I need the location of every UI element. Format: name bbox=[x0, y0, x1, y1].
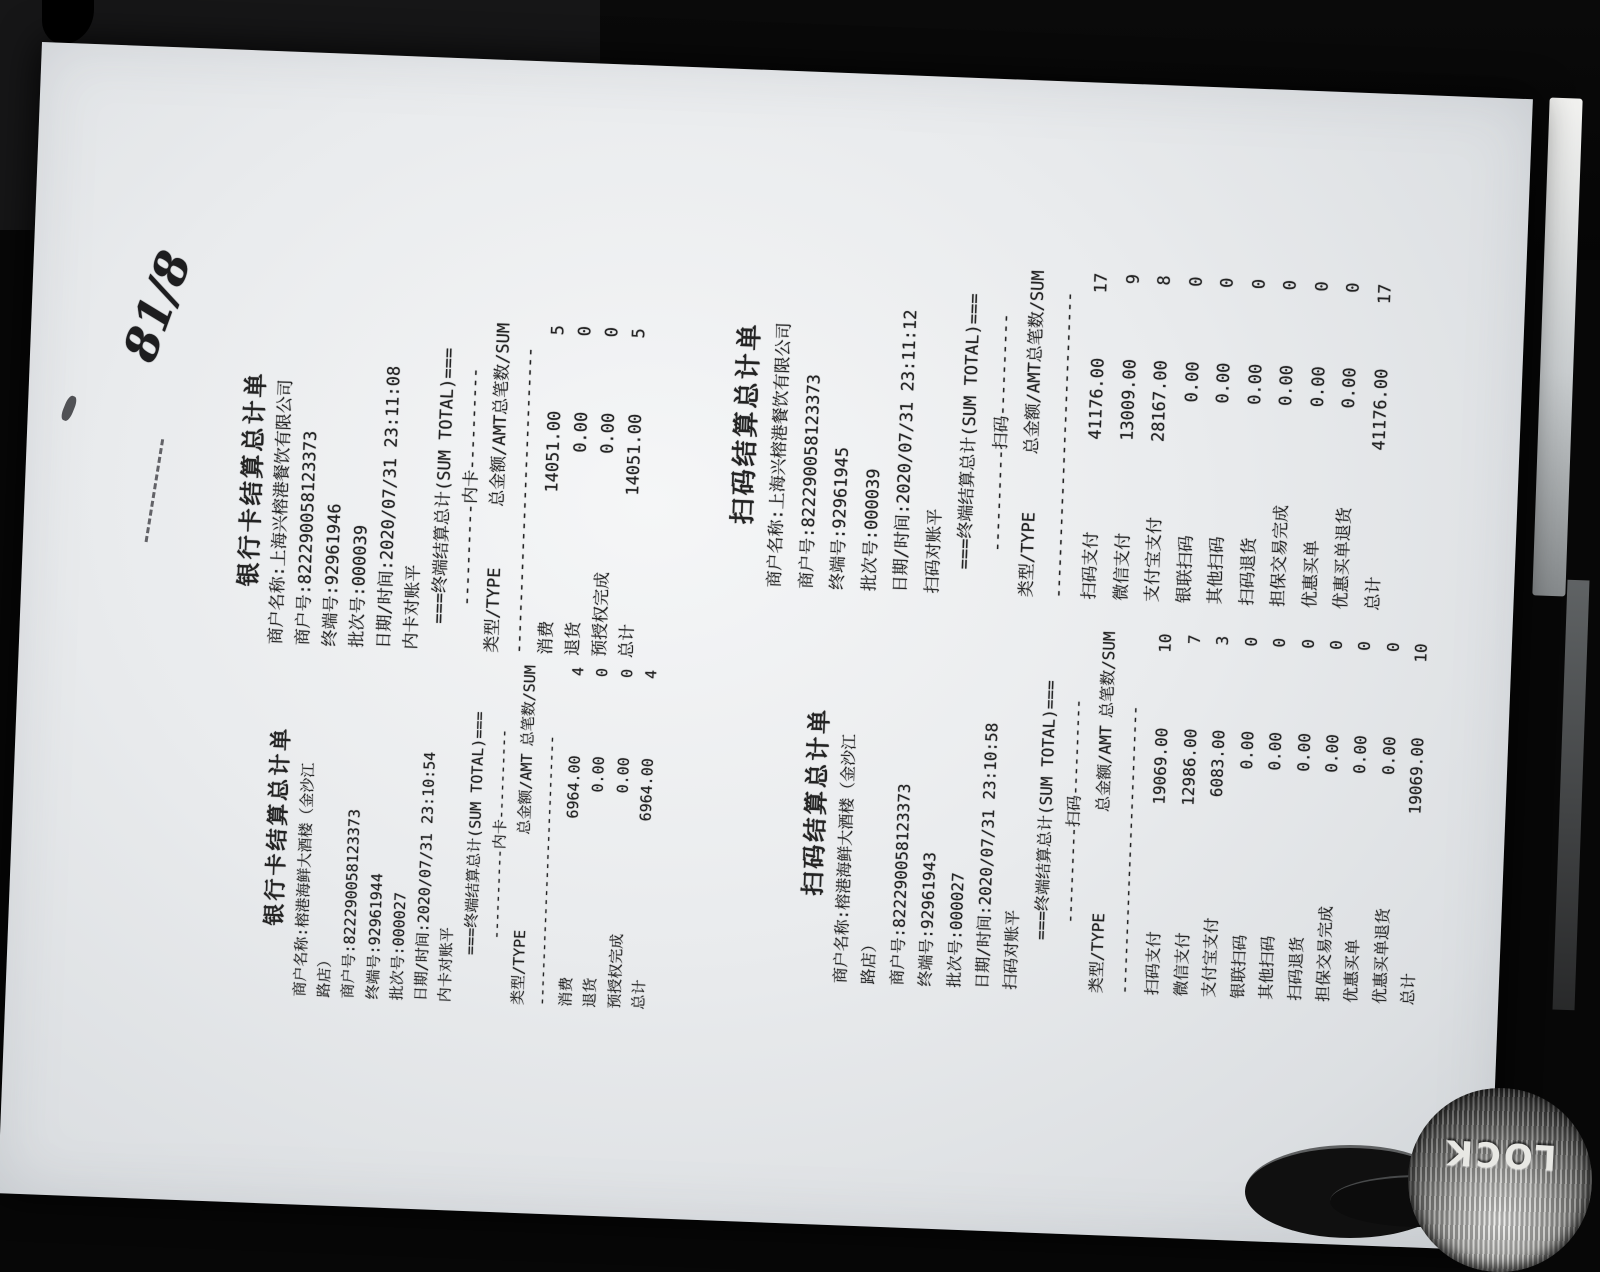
sum-total-line: ===终端结算总计(SUM TOTAL)=== bbox=[1031, 679, 1061, 941]
divider-line: ------------------------------ bbox=[1047, 291, 1080, 599]
row-type: 优惠买单退货 bbox=[1369, 907, 1393, 1005]
row-amount: 6964.00 bbox=[563, 755, 585, 819]
row-amount: 0.00 bbox=[597, 412, 620, 455]
row-type: 银联扫码 bbox=[1173, 534, 1197, 604]
merchant-name-line2: 路店） bbox=[858, 936, 880, 985]
receipt-bankcard-xingrong bbox=[229, 313, 658, 659]
section-line: ----------内卡---------- bbox=[456, 367, 486, 607]
row-count: 5 bbox=[629, 327, 650, 339]
row-type: 消费 bbox=[556, 976, 576, 1008]
receipt-bankcard-jinshajiang bbox=[258, 655, 665, 1010]
row-amount: 19069.00 bbox=[1150, 727, 1172, 805]
row-count: 0 bbox=[1311, 280, 1333, 292]
merchant-id-line: 商户号:822290058123373 bbox=[887, 783, 914, 986]
row-amount: 0.00 bbox=[1275, 364, 1298, 407]
merchant-id-line: 商户号:822290058123373 bbox=[796, 373, 825, 590]
row-count: 5 bbox=[548, 324, 569, 336]
row-amount: 19069.00 bbox=[1405, 737, 1428, 815]
row-type: 消费 bbox=[535, 620, 558, 656]
row-amount: 14051.00 bbox=[542, 410, 566, 493]
row-count: 0 bbox=[1354, 640, 1375, 652]
row-amount: 41176.00 bbox=[1368, 368, 1392, 451]
row-amount: 41176.00 bbox=[1085, 357, 1109, 441]
datetime-line: 日期/时间:2020/07/31 23:10:58 bbox=[972, 722, 1002, 990]
row-amount: 0.00 bbox=[1350, 734, 1371, 775]
sum-total-line: ===终端结算总计(SUM TOTAL)=== bbox=[461, 711, 490, 956]
section-line: ----------内卡---------- bbox=[486, 728, 513, 940]
receipt-title: 扫码结算总计单 bbox=[798, 706, 835, 897]
row-type: 担保交易完成 bbox=[1268, 504, 1293, 608]
terminal-id-line: 终端号:92961944 bbox=[363, 872, 386, 1000]
row-type: 微信支付 bbox=[1110, 532, 1134, 602]
row-amount: 0.00 bbox=[1236, 730, 1258, 770]
row-count: 8 bbox=[1154, 274, 1175, 286]
row-amount: 6083.00 bbox=[1207, 729, 1229, 798]
row-type: 退货 bbox=[562, 621, 585, 657]
row-type: 总计 bbox=[629, 979, 649, 1010]
batch-no-line: 批次号:000039 bbox=[346, 524, 372, 648]
paper-sheet bbox=[0, 42, 1533, 1250]
section-line: ----------扫码---------- bbox=[986, 312, 1016, 553]
row-count: 0 bbox=[602, 326, 623, 338]
receipt-title: 银行卡结算总计单 bbox=[262, 725, 295, 927]
merchant-name-line: 商户名称:上海兴榕港餐饮有限公司 bbox=[266, 379, 297, 645]
row-count: 0 bbox=[1298, 638, 1318, 650]
row-count: 0 bbox=[1241, 636, 1261, 647]
row-type: 银联扫码 bbox=[1227, 934, 1250, 999]
row-count: 0 bbox=[1185, 276, 1207, 288]
row-count: 7 bbox=[1184, 634, 1204, 645]
row-type: 担保交易完成 bbox=[1313, 905, 1336, 1003]
row-count: 9 bbox=[1123, 273, 1144, 285]
lock-knob bbox=[1408, 1088, 1592, 1272]
row-amount: 0.00 bbox=[1181, 361, 1204, 403]
receipt-scancode-xingrong bbox=[722, 259, 1404, 611]
receipt-title: 银行卡结算总计单 bbox=[234, 369, 271, 587]
row-count: 0 bbox=[593, 667, 612, 678]
datetime-line: 日期/时间:2020/07/31 23:11:12 bbox=[890, 309, 922, 593]
section-line: ----------扫码---------- bbox=[1060, 698, 1088, 924]
reconcile-line: 内卡对账平 bbox=[435, 926, 457, 1003]
row-count: 10 bbox=[1155, 633, 1176, 654]
row-amount: 0.00 bbox=[589, 755, 609, 793]
row-amount: 0.00 bbox=[570, 411, 593, 454]
row-type: 其他扫码 bbox=[1205, 536, 1228, 605]
row-type: 优惠买单 bbox=[1341, 938, 1363, 1004]
merchant-name-line: 商户名称:榕港海鲜大酒楼（金沙江 bbox=[290, 762, 318, 997]
sum-total-line: ===终端结算总计(SUM TOTAL)=== bbox=[428, 347, 460, 625]
col-amount: 总金额/AMT bbox=[487, 414, 512, 508]
row-count: 10 bbox=[1411, 643, 1432, 664]
batch-no-line: 批次号:000027 bbox=[387, 891, 410, 1001]
row-count: 4 bbox=[641, 669, 661, 680]
sum-total-line: ===终端结算总计(SUM TOTAL)=== bbox=[954, 293, 986, 570]
terminal-id-line: 终端号:92961946 bbox=[320, 503, 346, 647]
row-count: 17 bbox=[1091, 272, 1112, 294]
reconcile-line: 扫码对账平 bbox=[921, 508, 946, 594]
row-count: 0 bbox=[1280, 279, 1301, 291]
lock-knob-label: LOCK bbox=[1442, 1131, 1558, 1177]
receipt-title: 扫码结算总计单 bbox=[728, 320, 766, 525]
merchant-name-line: 商户名称:上海兴榕港餐饮有限公司 bbox=[764, 322, 795, 588]
col-type: 类型/TYPE bbox=[508, 929, 530, 1006]
row-type: 支付宝支付 bbox=[1142, 516, 1166, 603]
row-type: 优惠买单 bbox=[1299, 539, 1323, 609]
col-type: 类型/TYPE bbox=[481, 567, 506, 654]
terminal-id-line: 终端号:92961945 bbox=[827, 446, 854, 591]
row-type: 支付宝支付 bbox=[1199, 917, 1222, 998]
row-count: 0 bbox=[1383, 641, 1403, 653]
row-amount: 0.00 bbox=[1321, 733, 1343, 774]
row-type: 扫码支付 bbox=[1142, 930, 1165, 996]
row-count: 0 bbox=[1248, 278, 1270, 290]
row-amount: 0.00 bbox=[1244, 363, 1267, 406]
batch-no-line: 批次号:000039 bbox=[859, 468, 884, 592]
row-amount: 28167.00 bbox=[1148, 359, 1172, 443]
col-count: 总笔数/SUM bbox=[491, 322, 515, 416]
row-amount: 0.00 bbox=[1307, 365, 1329, 408]
col-count: 总笔数/SUM bbox=[1096, 631, 1119, 719]
col-type: 类型/TYPE bbox=[1016, 511, 1040, 598]
reconcile-line: 扫码对账平 bbox=[1000, 909, 1023, 991]
row-type: 总计 bbox=[1398, 972, 1419, 1006]
row-amount: 14051.00 bbox=[623, 413, 647, 497]
row-type: 预授权完成 bbox=[604, 933, 626, 1010]
row-count: 17 bbox=[1374, 283, 1396, 305]
table-edge-shadow bbox=[1553, 580, 1590, 1011]
terminal-id-line: 终端号:92961943 bbox=[915, 851, 940, 987]
receipt-scancode-jinshajiang bbox=[793, 620, 1436, 1006]
row-type: 预授权完成 bbox=[589, 571, 614, 658]
row-amount: 0.00 bbox=[1265, 731, 1286, 771]
row-count: 4 bbox=[569, 666, 588, 677]
row-count: 0 bbox=[617, 668, 636, 679]
handwritten-note-text: 81/8 bbox=[112, 243, 202, 369]
row-amount: 0.00 bbox=[1338, 367, 1361, 409]
col-count: 总笔数/SUM bbox=[518, 664, 540, 747]
row-type: 优惠买单退货 bbox=[1331, 506, 1356, 610]
row-amount: 0.00 bbox=[1293, 732, 1314, 772]
row-amount: 0.00 bbox=[1212, 362, 1235, 404]
row-amount: 13009.00 bbox=[1116, 358, 1141, 442]
ink-smudge bbox=[59, 394, 78, 422]
row-type: 退货 bbox=[580, 977, 600, 1009]
row-amount: 6964.00 bbox=[636, 757, 657, 822]
row-count: 0 bbox=[1343, 282, 1364, 294]
row-count: 0 bbox=[575, 325, 596, 337]
row-count: 0 bbox=[1326, 639, 1346, 651]
divider-line: ------------------------------ bbox=[508, 346, 541, 655]
row-type: 微信支付 bbox=[1171, 932, 1193, 997]
merchant-id-line: 商户号:822290058123373 bbox=[293, 430, 322, 646]
row-type: 扫码退货 bbox=[1284, 936, 1307, 1002]
col-amount: 总金额/AMT bbox=[1021, 361, 1046, 455]
merchant-name-line2: 路店） bbox=[314, 952, 335, 998]
row-amount: 12986.00 bbox=[1178, 728, 1201, 807]
row-type: 总计 bbox=[616, 623, 639, 659]
datetime-line: 日期/时间:2020/07/31 23:10:54 bbox=[411, 751, 440, 1002]
reconcile-line: 内卡对账平 bbox=[400, 564, 425, 650]
divider-line: ------------------------------ bbox=[532, 734, 561, 1007]
col-amount: 总金额/AMT bbox=[1092, 725, 1116, 813]
merchant-name-line: 商户名称:榕港海鲜大酒楼（金沙江 bbox=[830, 733, 860, 984]
divider-line: ------------------------------ bbox=[1114, 705, 1145, 995]
row-type: 总计 bbox=[1362, 576, 1384, 611]
batch-no-line: 批次号:000027 bbox=[944, 871, 968, 989]
row-type: 其他扫码 bbox=[1256, 935, 1278, 1001]
col-amount: 总金额/AMT bbox=[514, 753, 536, 835]
row-type: 扫码退货 bbox=[1236, 537, 1260, 607]
row-type: 扫码支付 bbox=[1079, 531, 1102, 601]
row-count: 0 bbox=[1269, 637, 1290, 648]
row-count: 3 bbox=[1212, 635, 1233, 646]
datetime-line: 日期/时间:2020/07/31 23:11:08 bbox=[373, 365, 405, 649]
row-amount: 0.00 bbox=[613, 756, 633, 794]
row-count: 0 bbox=[1217, 277, 1238, 289]
col-type: 类型/TYPE bbox=[1085, 912, 1108, 994]
row-amount: 0.00 bbox=[1378, 735, 1400, 776]
merchant-id-line: 商户号:822290058123373 bbox=[338, 808, 365, 999]
col-count: 总笔数/SUM bbox=[1025, 270, 1049, 363]
